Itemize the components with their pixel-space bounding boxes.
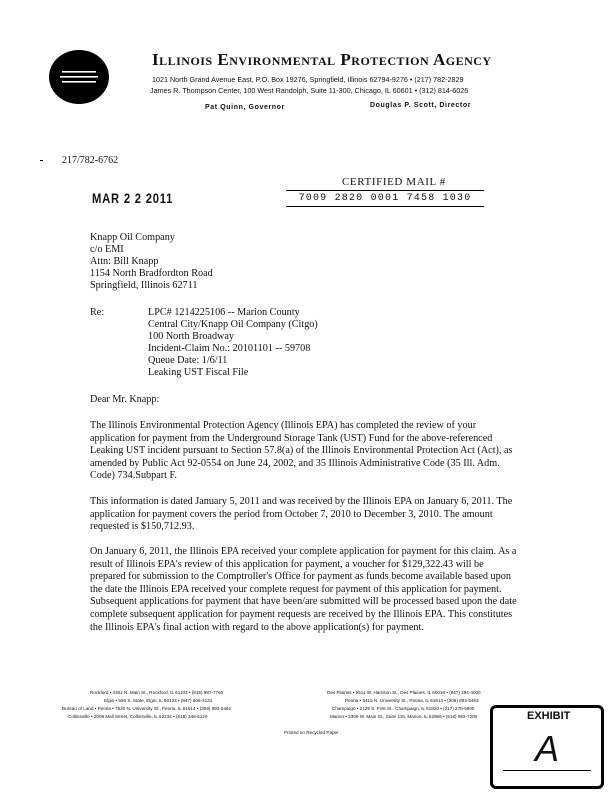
footer-office: Peoria • 5415 N. University St., Peoria, IL 61614 • (309) 693-5463 <box>345 698 479 703</box>
recipient-line: Springfield, Illinois 62711 <box>90 280 198 291</box>
date-stamp: MAR 2 2 2011 <box>92 190 174 206</box>
body-paragraph: On January 6, 2011, the Illinois EPA received your complete application for payment for this claim. As a result of Illinois EPA's review of this application for payment, a voucher for $129,322.43 will be prepared for submission to the Comptroller's Office for payment as funds become available based upon the date the Illinois EPA received your complete request for payment of this application for payment. Subsequent applications for payment that have been/are submitted will be processed based upon the date complete subsequent application for payment requests are received by the Illinois EPA. This constitutes the Illinois EPA's final action with regard to the above application(s) for payment. <box>90 546 517 633</box>
footer-office: Marion • 2309 W. Main St., Suite 116, Marion, IL 62959 • (618) 993-7200 <box>330 714 478 719</box>
director-name: Douglas P. Scott, Director <box>370 102 472 109</box>
exhibit-letter: A <box>535 728 560 769</box>
body-paragraph: This information is dated January 5, 2011 and was received by the Illinois EPA on January 6, 2011. The application for payment covers the period from October 7, 2010 to December 3, 2010. The amount requested is $150,712.93. <box>90 496 513 533</box>
footer-office: Des Plaines • 9511 W. Harrison St., Des Plaines, IL 60016 • (847) 294-4000 <box>327 690 481 695</box>
re-line: Incident-Claim No.: 20101101 -- 59708 <box>148 343 311 354</box>
salutation: Dear Mr. Knapp: <box>90 394 160 405</box>
re-line: Central City/Knapp Oil Company (Citgo) <box>148 319 318 330</box>
recipient-line: Attn: Bill Knapp <box>90 256 159 267</box>
footer-office: Collinsville • 2009 Mall Street, Collinsville, IL 62234 • (618) 346-5120 <box>68 714 208 719</box>
re-line: Queue Date: 1/6/11 <box>148 355 228 366</box>
footer-office: Champaign • 2125 S. First St., Champaign, IL 61820 • (217) 278-5800 <box>332 706 475 711</box>
recycled-paper-note: Printed on Recycled Paper <box>284 730 339 735</box>
re-line: Leaking UST Fiscal File <box>148 367 249 378</box>
margin-mark <box>40 160 43 161</box>
exhibit-sticker <box>490 705 604 789</box>
exhibit-label: EXHIBIT <box>527 710 571 722</box>
re-label: Re: <box>90 307 105 318</box>
footer-office: Bureau of Land • Peoria • 7620 N. University St., Peoria, IL 61614 • (309) 693-5462 <box>62 706 232 711</box>
governor-name: Pat Quinn, Governor <box>205 104 285 111</box>
re-line: 100 North Broadway <box>148 331 235 342</box>
phone-number: 217/782-6762 <box>62 155 119 166</box>
footer-office: Rockford • 4302 N. Main St., Rockford, IL 61103 • (815) 987-7760 <box>90 690 224 695</box>
agency-name: Illinois Environmental Protection Agency <box>152 50 492 69</box>
footer-office: Elgin • 595 S. State, Elgin, IL 60123 • (847) 608-3131 <box>104 698 213 703</box>
address-line-2: James R. Thompson Center, 100 West Randolph, Suite 11-300, Chicago, IL 60601 • (312) 814-6026 <box>150 86 469 95</box>
agency-logo <box>48 49 110 105</box>
address-line-1: 1021 North Grand Avenue East, P.O. Box 19276, Springfield, Illinois 62794-9276 • (217) 782-2829 <box>152 75 464 84</box>
recipient-line: 1154 North Bradfordton Road <box>90 268 213 279</box>
recipient-line: c/o EMI <box>90 244 124 255</box>
body-paragraph: The Illinois Environmental Protection Agency (Illinois EPA) has completed the review of your application for payment from the Underground Storage Tank (UST) Fund for the above-referenced Leaking UST incident pursuant to Section 57.8(a) of the Illinois Environmental Protection Act (Act), as amended by Public Act 92-0554 on June 24, 2002, and 35 Illinois Administrative Code (35 Ill. Adm. Code) 734.Subpart F. <box>90 420 513 482</box>
certified-mail-number: 7009 2820 0001 7458 1030 <box>286 190 484 207</box>
certified-mail-label: CERTIFIED MAIL # <box>342 176 446 188</box>
exhibit-underline <box>503 770 591 771</box>
re-line: LPC# 1214225106 -- Marion County <box>148 307 300 318</box>
recipient-line: Knapp Oil Company <box>90 232 175 243</box>
